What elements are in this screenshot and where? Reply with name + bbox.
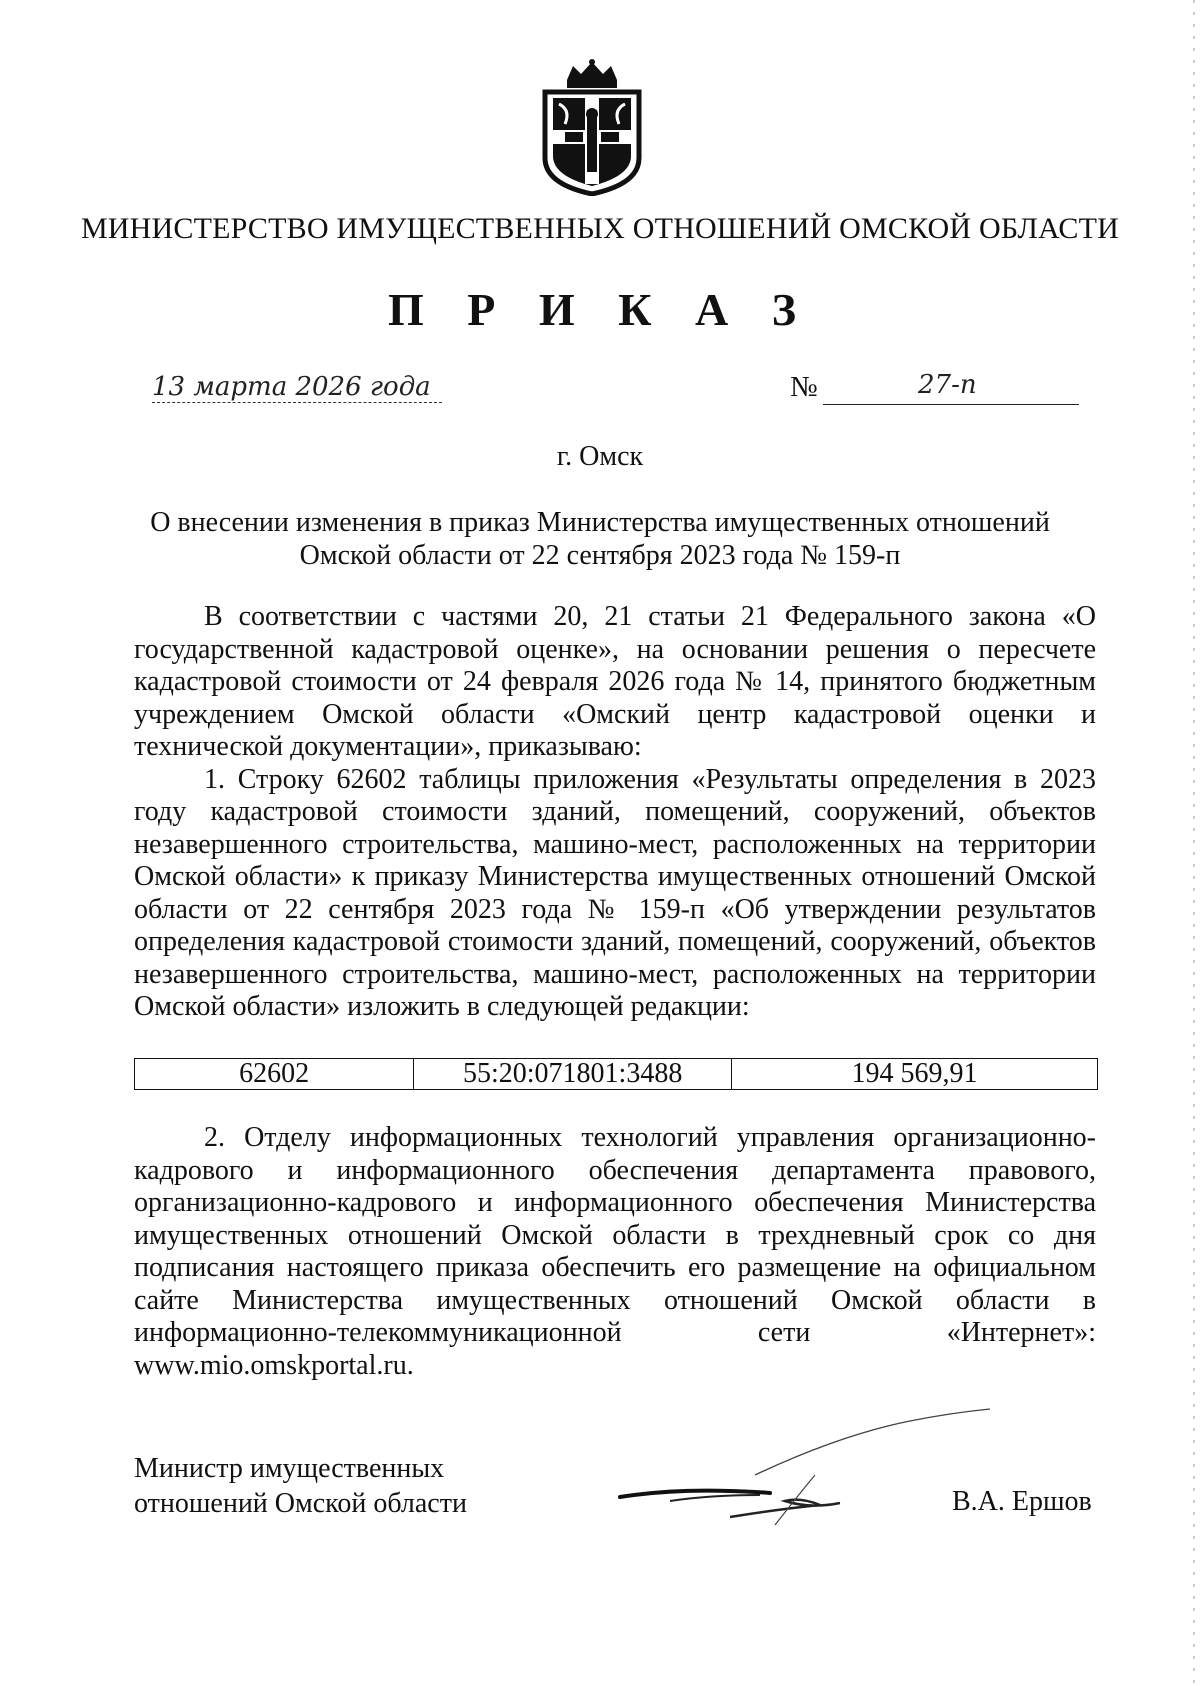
signatory-title-line-1: Министр имущественных bbox=[134, 1453, 445, 1484]
table-cell-cadastral-number: 55:20:071801:3488 bbox=[414, 1059, 732, 1090]
number-label: № bbox=[790, 371, 818, 403]
order-subject: О внесении изменения в приказ Министерства имущественных отношений Омской области от 22 сентября 2023 года № 159-п bbox=[150, 507, 1050, 571]
signatory-title-line-2: отношений Омской области bbox=[134, 1488, 467, 1519]
handwritten-date: 13 марта 2026 года bbox=[152, 372, 431, 402]
order-body-part2 bbox=[134, 1122, 1096, 1382]
document-title: П Р И К А З bbox=[387, 284, 812, 335]
table-cell-row-number: 62602 bbox=[135, 1059, 414, 1090]
paragraph-item-2: 2. Отделу информационных технологий управления организационно-кадрового и информационного обеспечения департамента правового, организационно-кадрового и информационного обеспечения Министерства имущественных отношений Омской области в трехдневный срок со дня подписания настоящего приказа обеспечить его размещение на официальном сайте Министерства имущественных отношений Омской области в информационно-телекоммуникационной сети «Интернет»: www.mio.omskportal.ru. bbox=[134, 1122, 1096, 1381]
ministry-name: МИНИСТЕРСТВО ИМУЩЕСТВЕННЫХ ОТНОШЕНИЙ ОМСКОЙ ОБЛАСТИ bbox=[80, 212, 1120, 245]
amendment-table bbox=[134, 1058, 1098, 1090]
number-underline bbox=[823, 404, 1079, 405]
coat-of-arms-emblem bbox=[537, 58, 647, 196]
table-cell-cadastral-value: 194 569,91 bbox=[732, 1059, 1098, 1090]
scan-edge-dots bbox=[1192, 0, 1196, 1686]
paragraph-item-1: 1. Строку 62602 таблицы приложения «Результаты определения в 2023 году кадастровой стоимости зданий, помещений, сооружений, объектов незавершенного строительства, машино-мест, расположенных на территории Омской области» к приказу Министерства имущественных отношений Омской области от 22 сентября 2023 года № 159-п «Об утверждении результатов определения кадастровой стоимости зданий, помещений, сооружений, объектов незавершенного строительства, машино-мест, расположенных на территории Омской области» изложить в следующей редакции: bbox=[134, 763, 1096, 1022]
table-row bbox=[135, 1059, 1098, 1090]
city: г. Омск bbox=[556, 441, 644, 472]
order-body-part1 bbox=[134, 601, 1096, 1024]
signatory-name: В.А. Ершов bbox=[952, 1486, 1092, 1517]
signatory-title bbox=[134, 1451, 467, 1521]
paragraph-intro: В соответствии с частями 20, 21 статьи 21 Федерального закона «О государственной кадастровой оценке», на основании решения о пересчете кадастровой стоимости от 24 февраля 2026 года № 14, принятого бюджетным учреждением Омской области «Омский центр кадастровой оценки и технической документации», приказываю: bbox=[134, 601, 1096, 762]
handwritten-signature bbox=[610, 1405, 1030, 1545]
handwritten-number: 27-п bbox=[918, 370, 977, 400]
date-field bbox=[152, 372, 442, 403]
